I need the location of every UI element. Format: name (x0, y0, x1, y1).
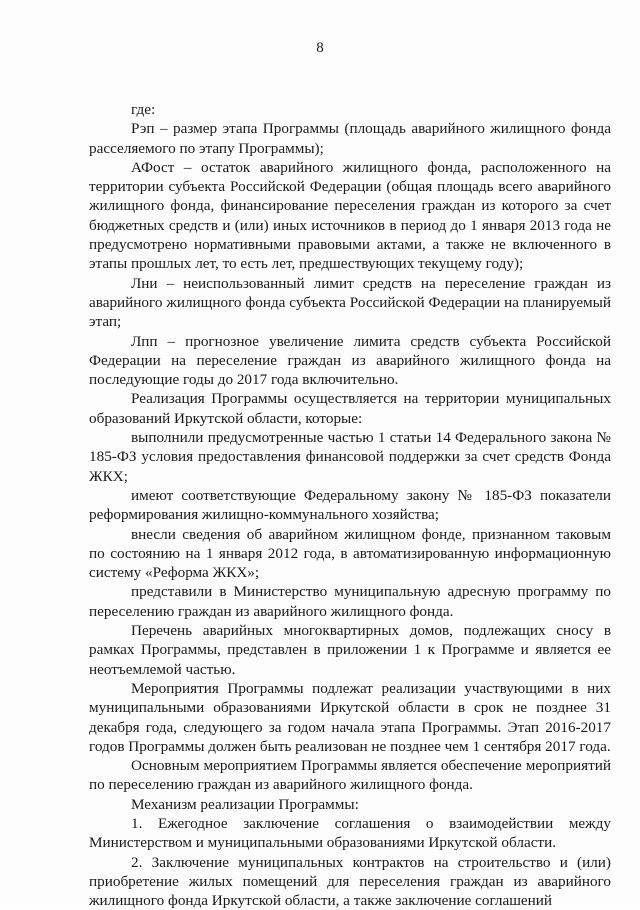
paragraph-main-activity: Основным мероприятием Программы является обеспечение мероприятий по переселению граждан из аварийного жилищного фонда. (89, 757, 611, 794)
paragraph-afost: АФост – остаток аварийного жилищного фонда, расположенного на территории субъекта Российской Федерации (общая площадь всего аварийного жилищного фонда, финансирование переселения граждан из которого за счет бюджетных средств и (или) иных источников в период до 1 января 2013 года не предусмотрено нормативными правовыми актами, а также не включенного в этапы прошлых лет, то есть лет, предшествующих текущему году); (89, 158, 611, 273)
paragraph-list: Перечень аварийных многоквартирных домов, подлежащих сносу в рамках Программы, представлен в приложении 1 к Программе и является ее неотъемлемой частью. (89, 622, 611, 678)
paragraph-condition-2: имеют соответствующие Федеральному закону № 185-ФЗ показатели реформирования жилищно-коммунального хозяйства; (89, 486, 611, 524)
paragraph-rep: Рэп – размер этапа Программы (площадь аварийного жилищного фонда расселяемого по этапу Программы); (89, 120, 611, 157)
body-text (89, 100, 611, 910)
paragraph-activities: Мероприятия Программы подлежат реализации участвующими в них муниципальными образованиями Иркутской области в срок не позднее 31 декабря года, следующего за годом начала этапа Программы. Этап 2016-2017 годов Программы должен быть реализован не позднее чем 1 сентября 2017 года. (89, 679, 611, 755)
paragraph-condition-4: представили в Министерство муниципальную адресную программу по переселению граждан из аварийного жилищного фонда. (89, 583, 611, 620)
paragraph-where: где: (131, 101, 156, 118)
paragraph-lni: Лни – неиспользованный лимит средств на переселение граждан из аварийного жилищного фонда субъекта Российской Федерации на планируемый этап; (89, 274, 611, 331)
page-number: 8 (316, 40, 324, 56)
paragraph-condition-3: внесли сведения об аварийном жилищном фонде, признанном таковым по состоянию на 1 января 2012 года, в автоматизированную информационную систему «Реформа ЖКХ»; (89, 525, 611, 582)
paragraph-item-2: 2. Заключение муниципальных контрактов на строительство и (или) приобретение жилых помещений для переселения граждан из аварийного жилищного фонда Иркутской области, а также заключение соглашений (89, 853, 611, 910)
paragraph-item-1: 1. Ежегодное заключение соглашения о взаимодействии между Министерством и муниципальными образованиями Иркутской области. (89, 814, 611, 852)
paragraph-mechanism: Механизм реализации Программы: (131, 795, 359, 813)
paragraph-condition-1: выполнили предусмотренные частью 1 статьи 14 Федерального закона № 185-ФЗ условия предоставления финансовой поддержки за счет средств Фонда ЖКХ; (89, 429, 611, 485)
paragraph-implementation: Реализация Программы осуществляется на территории муниципальных образований Иркутской области, которые: (89, 390, 611, 427)
paragraph-lpp: Лпп – прогнозное увеличение лимита средств субъекта Российской Федерации на переселение граждан из аварийного жилищного фонда на последующие годы до 2017 года включительно. (89, 332, 611, 389)
